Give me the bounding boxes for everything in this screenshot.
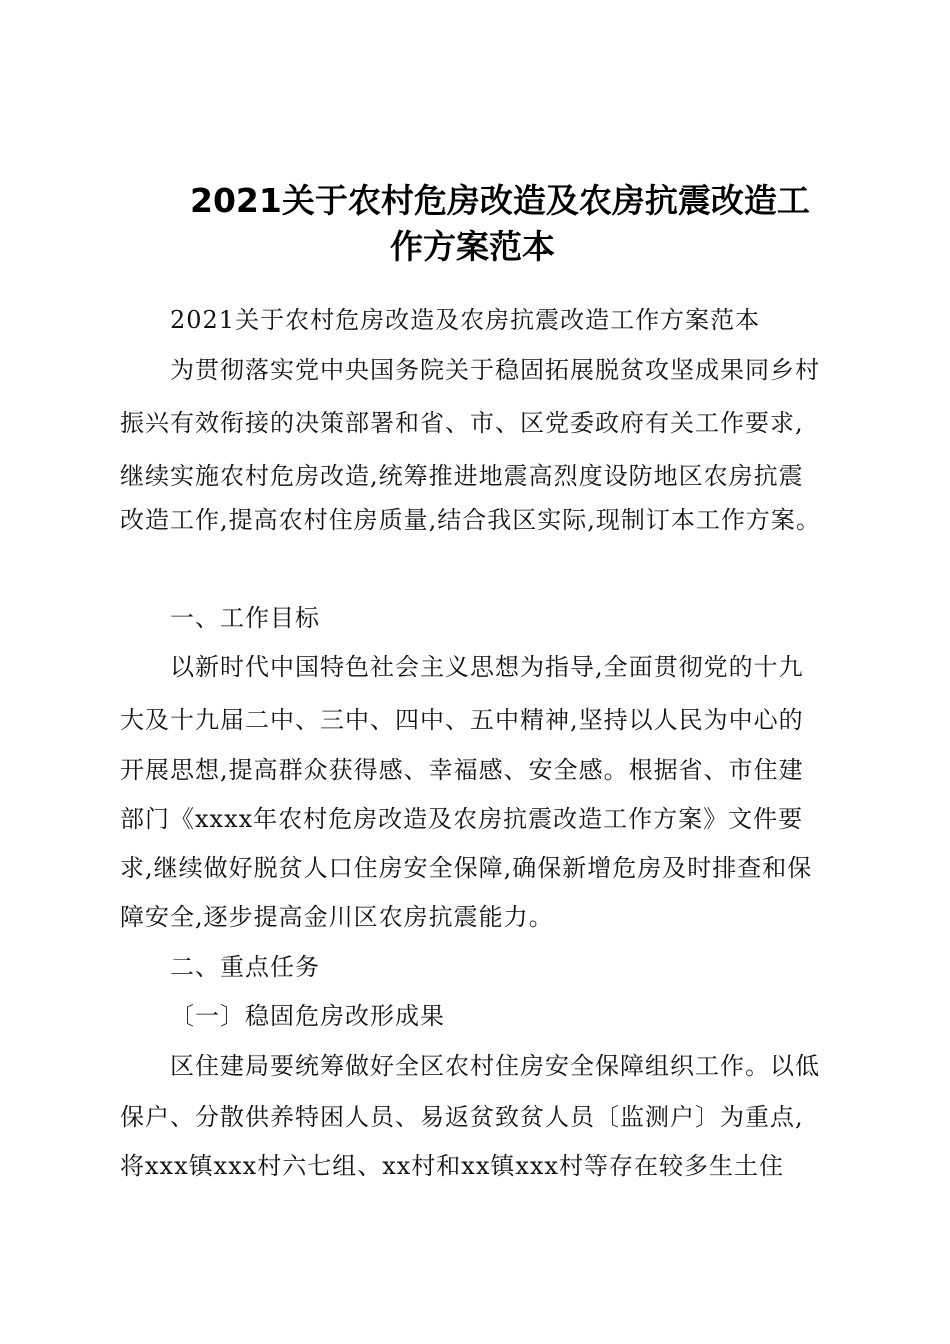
section-heading: 二、重点任务 — [170, 953, 320, 981]
subsection-heading: 〔一〕稳固危房改形成果 — [170, 1002, 445, 1030]
document-title — [190, 178, 850, 270]
paragraph-line: 振兴有效衔接的决策部署和省、市、区党委政府有关工作要求, — [120, 409, 804, 437]
section-heading: 一、工作目标 — [170, 604, 320, 632]
paragraph-line: 求,继续做好脱贫人口住房安全保障,确保新增危房及时排查和保 — [120, 854, 813, 882]
paragraph-line: 保户、分散供养特困人员、易返贫致贫人员〔监测户〕为重点, — [120, 1103, 804, 1131]
paragraph-subtitle: 2021关于农村危房改造及农房抗震改造工作方案范本 — [170, 306, 761, 334]
paragraph-line: 部门《xxxx年农村危房改造及农房抗震改造工作方案》文件要 — [120, 805, 804, 833]
title-line-1: 2021关于农村危房改造及农房抗震改造工 — [190, 181, 810, 220]
paragraph-line: 继续实施农村危房改造,统筹推进地震高烈度设防地区农房抗震 — [120, 462, 804, 490]
paragraph-line: 以新时代中国特色社会主义思想为指导,全面贯彻党的十九 — [170, 653, 804, 681]
paragraph-line: 改造工作,提高农村住房质量,结合我区实际,现制订本工作方案。 — [120, 506, 821, 534]
paragraph-line: 障安全,逐步提高金川区农房抗震能力。 — [120, 903, 554, 931]
title-line-2: 作方案范本 — [390, 227, 555, 266]
paragraph-line: 为贯彻落实党中央国务院关于稳固拓展脱贫攻坚成果同乡村 — [170, 356, 820, 384]
paragraph-line: 开展思想,提高群众获得感、幸福感、安全感。根据省、市住建 — [120, 756, 804, 784]
paragraph-line: 区住建局要统筹做好全区农村住房安全保障组织工作。以低 — [170, 1052, 820, 1080]
paragraph-line: 将xxx镇xxx村六七组、xx村和xx镇xxx村等存在较多生土住 — [120, 1152, 784, 1180]
paragraph-line: 大及十九届二中、三中、四中、五中精神,坚持以人民为中心的 — [120, 706, 804, 734]
